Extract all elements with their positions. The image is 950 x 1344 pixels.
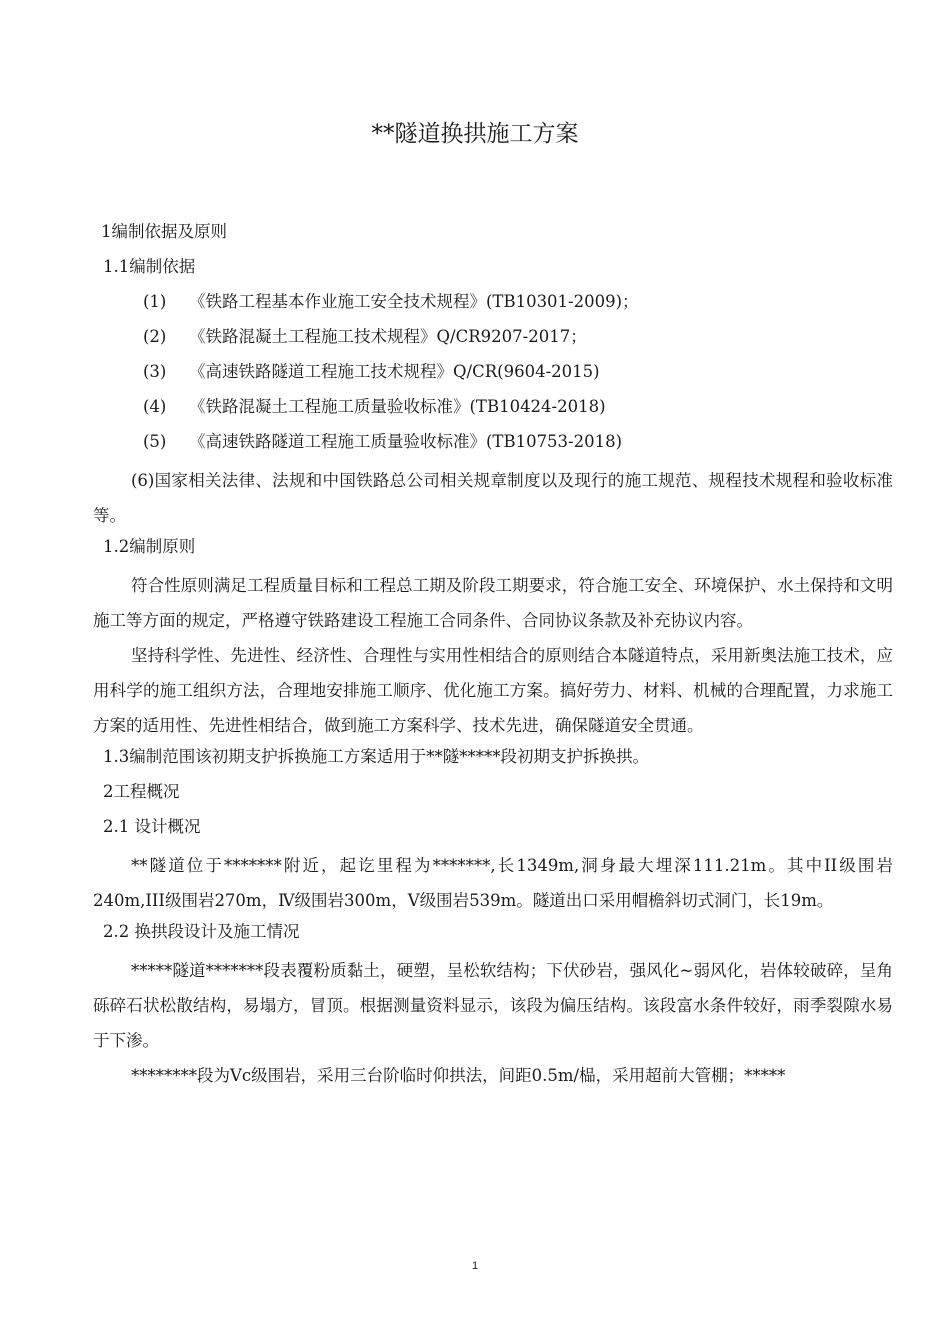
subsection-heading-1-2: 1.2编制原则 xyxy=(103,537,196,556)
subsection-heading-2-2: 2.2 换拱段设计及施工情况 xyxy=(103,922,300,941)
construction-status-paragraph-2: ********段为Vc级围岩，采用三台阶临时仰拱法，间距0.5m/榀，采用超前大管棚；***** xyxy=(131,1066,786,1085)
reference-number: (5) xyxy=(143,432,167,451)
principle-paragraph-1: 符合性原则满足工程质量目标和工程总工期及阶段工期要求，符合施工安全、环境保护、水土保持和文明施工等方面的规定，严格遵守铁路建设工程施工合同条件、合同协议条款及补充协议内容。 xyxy=(93,576,893,630)
reference-item xyxy=(93,288,893,323)
principle-paragraph-2: 坚持科学性、先进性、经济性、合理性与实用性相结合的原则结合本隧道特点，采用新奥法施工技术，应用科学的施工组织方法，合理地安排施工顺序、优化施工方案。搞好劳力、材料、机械的合理配置，力求施工方案的适用性、先进性相结合，做到施工方案科学、技术先进，确保隧道安全贯通。 xyxy=(93,646,893,735)
subsection-heading-2-1: 2.1 设计概况 xyxy=(103,817,201,836)
reference-item xyxy=(93,393,893,428)
reference-text: 《铁路混凝土工程施工质量验收标准》(TB10424-2018) xyxy=(189,397,606,416)
reference-number: (2) xyxy=(143,327,167,346)
document-title: **隧道换拱施工方案 xyxy=(371,121,579,147)
subsection-heading-1-1: 1.1编制依据 xyxy=(103,257,196,276)
reference-item xyxy=(93,428,893,463)
section-heading-1: 1编制依据及原则 xyxy=(101,222,227,241)
design-overview-paragraph: **隧道位于*******附近，起讫里程为*******,长1349m,洞身最大埋深111.21m。其中II级围岩240m,III级围岩270m，Ⅳ级围岩300m，Ⅴ级围岩539m。隧道出口采用帽檐斜切式洞门，长19m。 xyxy=(93,856,893,910)
reference-text: 《高速铁路隧道工程施工质量验收标准》(TB10753-2018) xyxy=(189,432,623,451)
document-body xyxy=(93,218,893,1093)
reference-text: 《高速铁路隧道工程施工技术规程》Q/CR(9604-2015) xyxy=(189,362,600,381)
reference-text: 《铁路工程基本作业施工安全技术规程》(TB10301-2009)； xyxy=(189,292,639,311)
reference-number: (3) xyxy=(143,362,167,381)
reference-item-6: (6)国家相关法律、法规和中国铁路总公司相关规章制度以及现行的施工规范、规程技术规程和验收标准等。 xyxy=(93,471,893,525)
page-number: 1 xyxy=(471,1260,479,1272)
construction-status-paragraph-1: *****隧道*******段表覆粉质黏土，硬塑，呈松软结构；下伏砂岩，强风化~弱风化，岩体较破碎，呈角砾碎石状松散结构，易塌方，冒顶。根据测量资料显示，该段为偏压结构。该段富水条件较好，雨季裂隙水易于下渗。 xyxy=(93,961,893,1050)
reference-item xyxy=(93,358,893,393)
reference-item xyxy=(93,323,893,358)
reference-number: (4) xyxy=(143,397,167,416)
subsection-line-1-3: 1.3编制范围该初期支护拆换施工方案适用于**隧*****段初期支护拆换拱。 xyxy=(103,747,649,766)
reference-number: (1) xyxy=(143,292,167,311)
reference-text: 《铁路混凝土工程施工技术规程》Q/CR9207-2017； xyxy=(189,327,587,346)
section-heading-2: 2工程概况 xyxy=(103,782,180,801)
